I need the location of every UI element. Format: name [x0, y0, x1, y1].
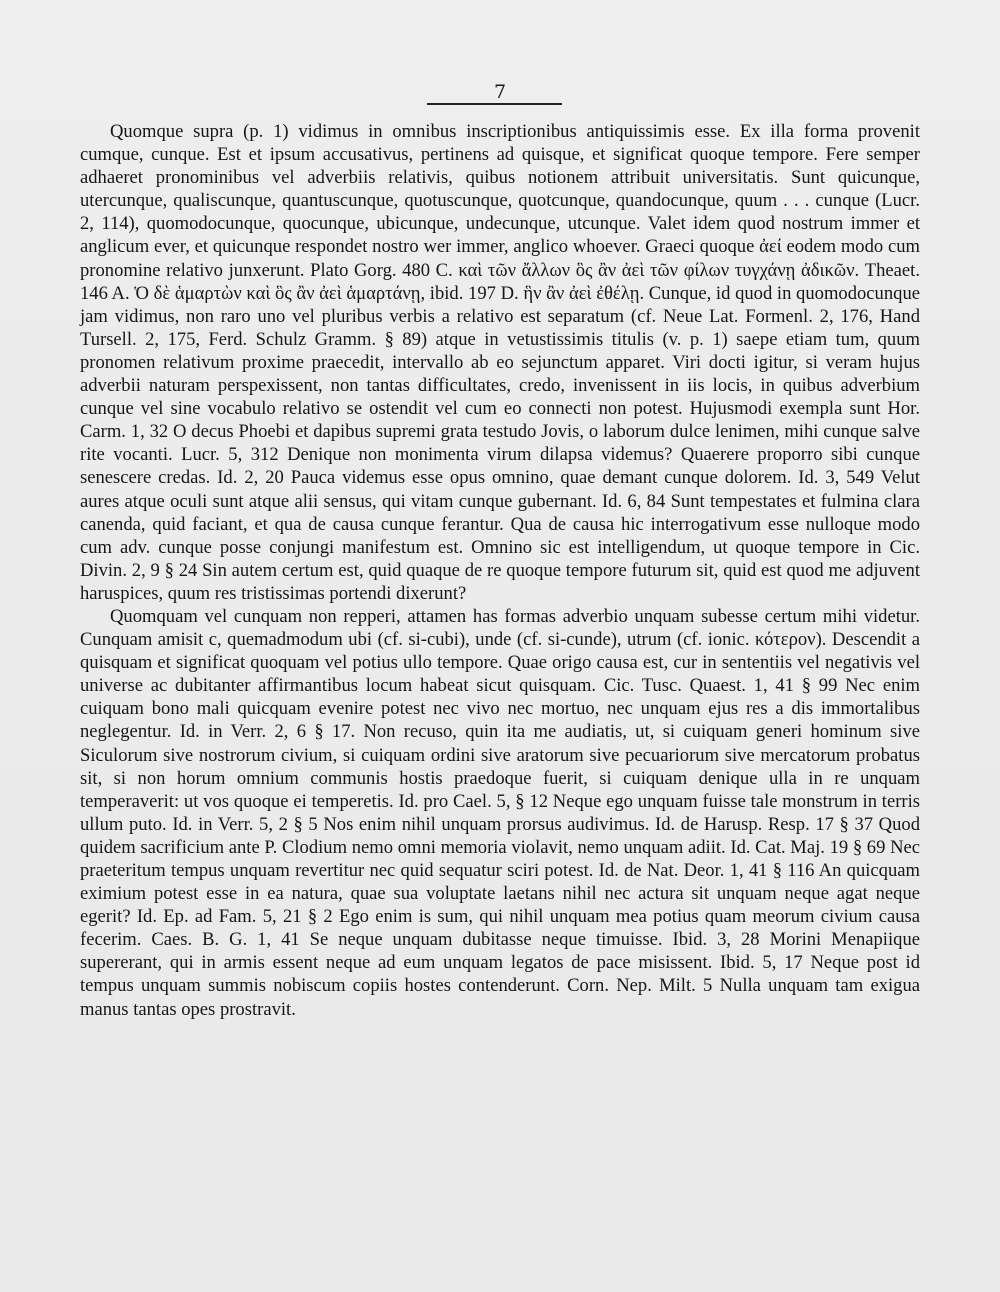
header-rule	[427, 103, 562, 105]
body-text	[80, 120, 920, 1021]
paragraph-unquam: Quomquam vel cunquam non repperi, attamen has formas adverbio unquam subesse certum mihi videtur. Cunquam amisit c, quemadmodum ubi (cf. si-cubi), unde (cf. si-cunde), utrum (cf. ionic. κότερον). Descendit a quisquam et significat quoquam vel potius ullo tempore. Quae origo causa est, cur in sententiis vel negativis vel universe ac dubitanter affirmantibus locum habeat sicut quisquam. Cic. Tusc. Quaest. 1, 41 § 99 Nec enim cuiquam bono mali quicquam evenire potest nec vivo nec mortuo, nec unquam ejus res a dis immortalibus neglegentur. Id. in Verr. 2, 6 § 17. Non recuso, quin ita me audiatis, ut, si cuiquam generi hominum sive Siculorum sive nostrorum civium, si cuiquam ordini sive aratorum sive pecuariorum sive mercatorum probatus sit, si non horum omnium communis hostis praedoque fuerit, si cuiquam denique ulla in re unquam temperaverit: ut vos quoque ei temperetis. Id. pro Cael. 5, § 12 Neque ego unquam fuisse tale monstrum in terris ullum puto. Id. in Verr. 5, 2 § 5 Nos enim nihil unquam prorsus audivimus. Id. de Harusp. Resp. 17 § 37 Quod quidem sacrificium ante P. Clodium nemo omni memoria violavit, nemo unquam adiit. Id. Cat. Maj. 19 § 69 Nec praeteritum tempus unquam revertitur nec quid sequatur sciri potest. Id. de Nat. Deor. 1, 41 § 116 An quicquam eximium potest esse in ea natura, quae sua voluptate laetans nihil nec actura sit unquam neque agat neque egerit? Id. Ep. ad Fam. 5, 21 § 2 Ego enim is sum, qui nihil unquam mea potius quam meorum civium causa fecerim. Caes. B. G. 1, 41 Se neque unquam dubitasse neque timuisse. Ibid. 3, 28 Morini Menapiique supererant, qui in armis essent neque ad eum unquam legatos de pace misissent. Ibid. 5, 17 Neque post id tempus unquam summis nobiscum copiis hostes contenderunt. Corn. Nep. Milt. 5 Nulla unquam tam exigua manus tantas opes prostravit.	[80, 605, 920, 1020]
paragraph-cunque: Quomque supra (p. 1) vidimus in omnibus inscriptionibus antiquissimis esse. Ex illa forma provenit cumque, cunque. Est et ipsum accusativus, pertinens ad quisque, et significat quoque tempore. Fere semper adhaeret pronominibus vel adverbiis relativis, quibus notionem attribuit universitatis. Sunt quicunque, utercunque, qualiscunque, quantuscunque, quotuscunque, quotcunque, quandocunque, quum . . . cunque (Lucr. 2, 114), quomodocunque, quocunque, ubicunque, undecunque, utcunque. Valet idem quod nostrum immer et anglicum ever, et quicunque respondet nostro wer immer, anglico whoever. Graeci quoque ἀεί eodem modo cum pronomine relativo junxerunt. Plato Gorg. 480 C. καὶ τῶν ἄλλων ὃς ἂν ἀεὶ τῶν φίλων τυγχάνῃ ἀδικῶν. Theaet. 146 A. Ὁ δὲ ἁμαρτὼν καὶ ὃς ἂν ἀεὶ ἁμαρτάνῃ, ibid. 197 D. ἣν ἂν ἀεὶ ἐθέλῃ. Cunque, id quod in quomodocunque jam vidimus, non raro uno vel pluribus verbis a relativo est separatum (cf. Neue Lat. Formenl. 2, 176, Hand Tursell. 2, 175, Ferd. Schulz Gramm. § 89) atque in vetustissimis titulis (v. p. 1) saepe etiam tum, quum pronomen relativum proxime praecedit, intervallo ab eo sejunctum apparet. Viri docti igitur, si veram hujus adverbii naturam perspexissent, non tantas difficultates, credo, invenissent in iis locis, in quibus adverbium cunque vel sine vocabulo relativo se ostendit vel cum eo connecti non potest. Hujusmodi exempla sunt Hor. Carm. 1, 32 O decus Phoebi et dapibus supremi grata testudo Jovis, o laborum dulce lenimen, mihi cunque salve rite vocanti. Lucr. 5, 312 Denique non monimenta virum dilapsa videmus? Quaerere proporro sibi cunque senescere credas. Id. 2, 20 Pauca videmus esse opus omnino, quae demant cunque dolorem. Id. 3, 549 Velut aures atque oculi sunt atque alii sensus, qui vitam cunque gubernant. Id. 6, 84 Sunt tempestates et fulmina clara canenda, quid faciant, et qua de causa cunque ferantur. Qua de causa hic interrogativum esse nulloque modo cum adv. cunque posse conjungi manifestum est. Omnino sic est intelligendum, ut quoque tempore in Cic. Divin. 2, 9 § 24 Sin autem certum est, quid quaque de re quoque tempore futurum sit, quid est quod me adjuvent haruspices, quum res tristissimas portendi dixerunt?	[80, 121, 920, 604]
page-number: 7	[493, 81, 507, 103]
